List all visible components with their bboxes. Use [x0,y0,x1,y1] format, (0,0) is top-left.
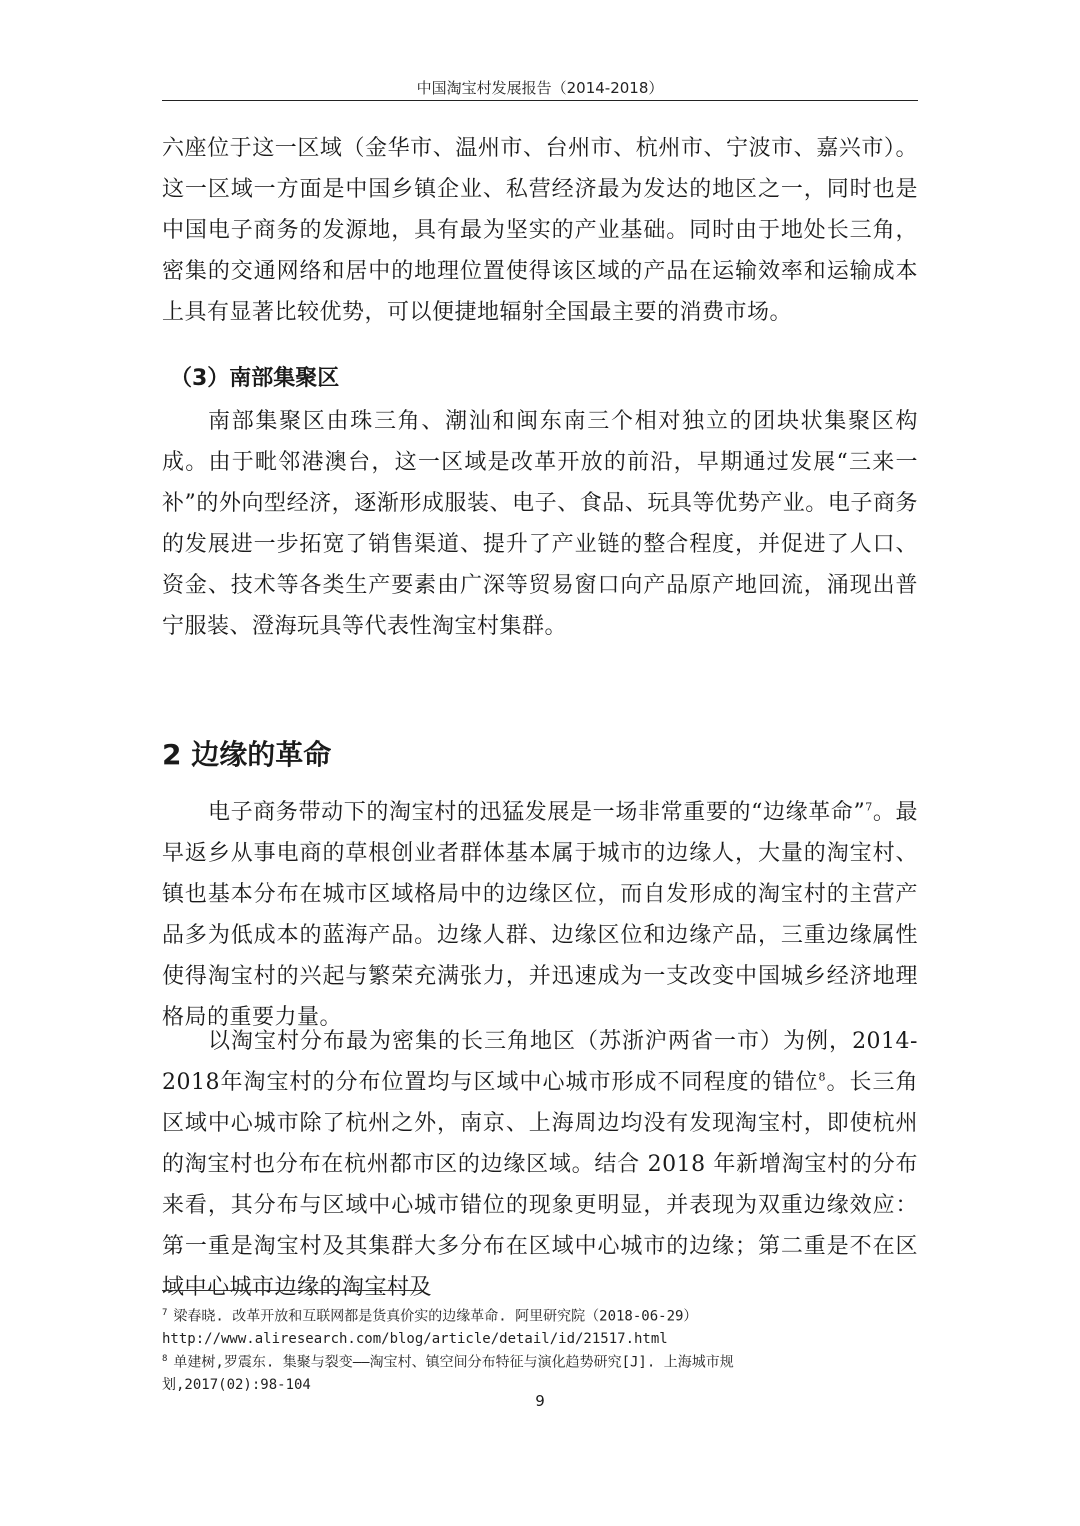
footnote-ref-8[interactable]: 8 [818,1070,826,1084]
paragraph-text: 。最早返乡从事电商的草根创业者群体基本属于城市的边缘人，大量的淘宝村、镇也基本分布在城市区域格局中的边缘区位，而自发形成的淘宝村的主营产品多为低成本的蓝海产品。边缘人群、边缘区位和边缘产品，三重边缘属性使得淘宝村的兴起与繁荣充满张力，并迅速成为一支改变中国城乡经济地理格局的重要力量。 [162,800,918,1030]
paragraph-text: 。长三角区域中心城市除了杭州之外，南京、上海周边均没有发现淘宝村，即使杭州的淘宝村也分布在杭州都市区的边缘区域。结合 2018 年新增淘宝村的分布来看，其分布与区域中心城市错位的现象更明显，并表现为双重边缘效应：第一重是淘宝村及其集群大多分布在区域中心城市的边缘；第二重是不在区域中心城市边缘的淘宝村及 [162,1070,918,1300]
running-header: 中国淘宝村发展报告（2014-2018） [416,79,664,97]
footnote-text: 单建树,罗震东. 集聚与裂变——淘宝村、镇空间分布特征与演化趋势研究[J]. 上海城市规 [173,1354,734,1371]
footnote-divider [162,1290,424,1291]
footnote-8 [162,1348,918,1396]
section-title: 2 边缘的革命 [162,738,332,771]
footnote-text-cont: 划,2017(02):98-104 [162,1376,311,1393]
footnote-line [162,1302,918,1328]
footnote-7 [162,1302,918,1350]
footnote-text: 梁春晓. 改革开放和互联网都是货真价实的边缘革命. 阿里研究院（2018-06-29） [173,1308,698,1325]
subheading-southern-cluster: （3）南部集聚区 [170,366,340,391]
paragraph-southern-cluster: 南部集聚区由珠三角、潮汕和闽东南三个相对独立的团块状集聚区构成。由于毗邻港澳台，这一区域是改革开放的前沿，早期通过发展“三来一补”的外向型经济，逐渐形成服装、电子、食品、玩具等优势产业。电子商务的发展进一步拓宽了销售渠道、提升了产业链的整合程度，并促进了人口、资金、技术等各类生产要素由广深等贸易窗口向产品原产地回流，涌现出普宁服装、澄海玩具等代表性淘宝村集群。 [162,409,918,639]
footnote-mark: 7 [162,1308,168,1318]
header-divider [162,100,918,101]
paragraph-east-region: 六座位于这一区域（金华市、温州市、台州市、杭州市、宁波市、嘉兴市）。这一区域一方面是中国乡镇企业、私营经济最为发达的地区之一，同时也是中国电子商务的发源地，具有最为坚实的产业基础。同时由于地处长三角，密集的交通网络和居中的地理位置使得该区域的产品在运输效率和运输成本上具有显著比较优势，可以便捷地辐射全国最主要的消费市场。 [162,136,918,325]
footnote-mark: 8 [162,1354,168,1364]
paragraph-edge-revolution [162,792,918,1038]
footnote-ref-7[interactable]: 7 [865,800,873,814]
page-number: 9 [535,1392,545,1410]
paragraph-text: 以淘宝村分布最为密集的长三角地区（苏浙沪两省一市）为例，2014-2018年淘宝村的分布位置均与区域中心城市形成不同程度的错位 [162,1029,918,1095]
paragraph-text: 电子商务带动下的淘宝村的迅猛发展是一场非常重要的“边缘革命” [208,800,866,825]
paragraph-yangtze-delta [162,1021,918,1308]
footnote-line [162,1348,918,1374]
footnote-url[interactable]: http://www.aliresearch.com/blog/article/detail/id/21517.html [162,1330,668,1347]
